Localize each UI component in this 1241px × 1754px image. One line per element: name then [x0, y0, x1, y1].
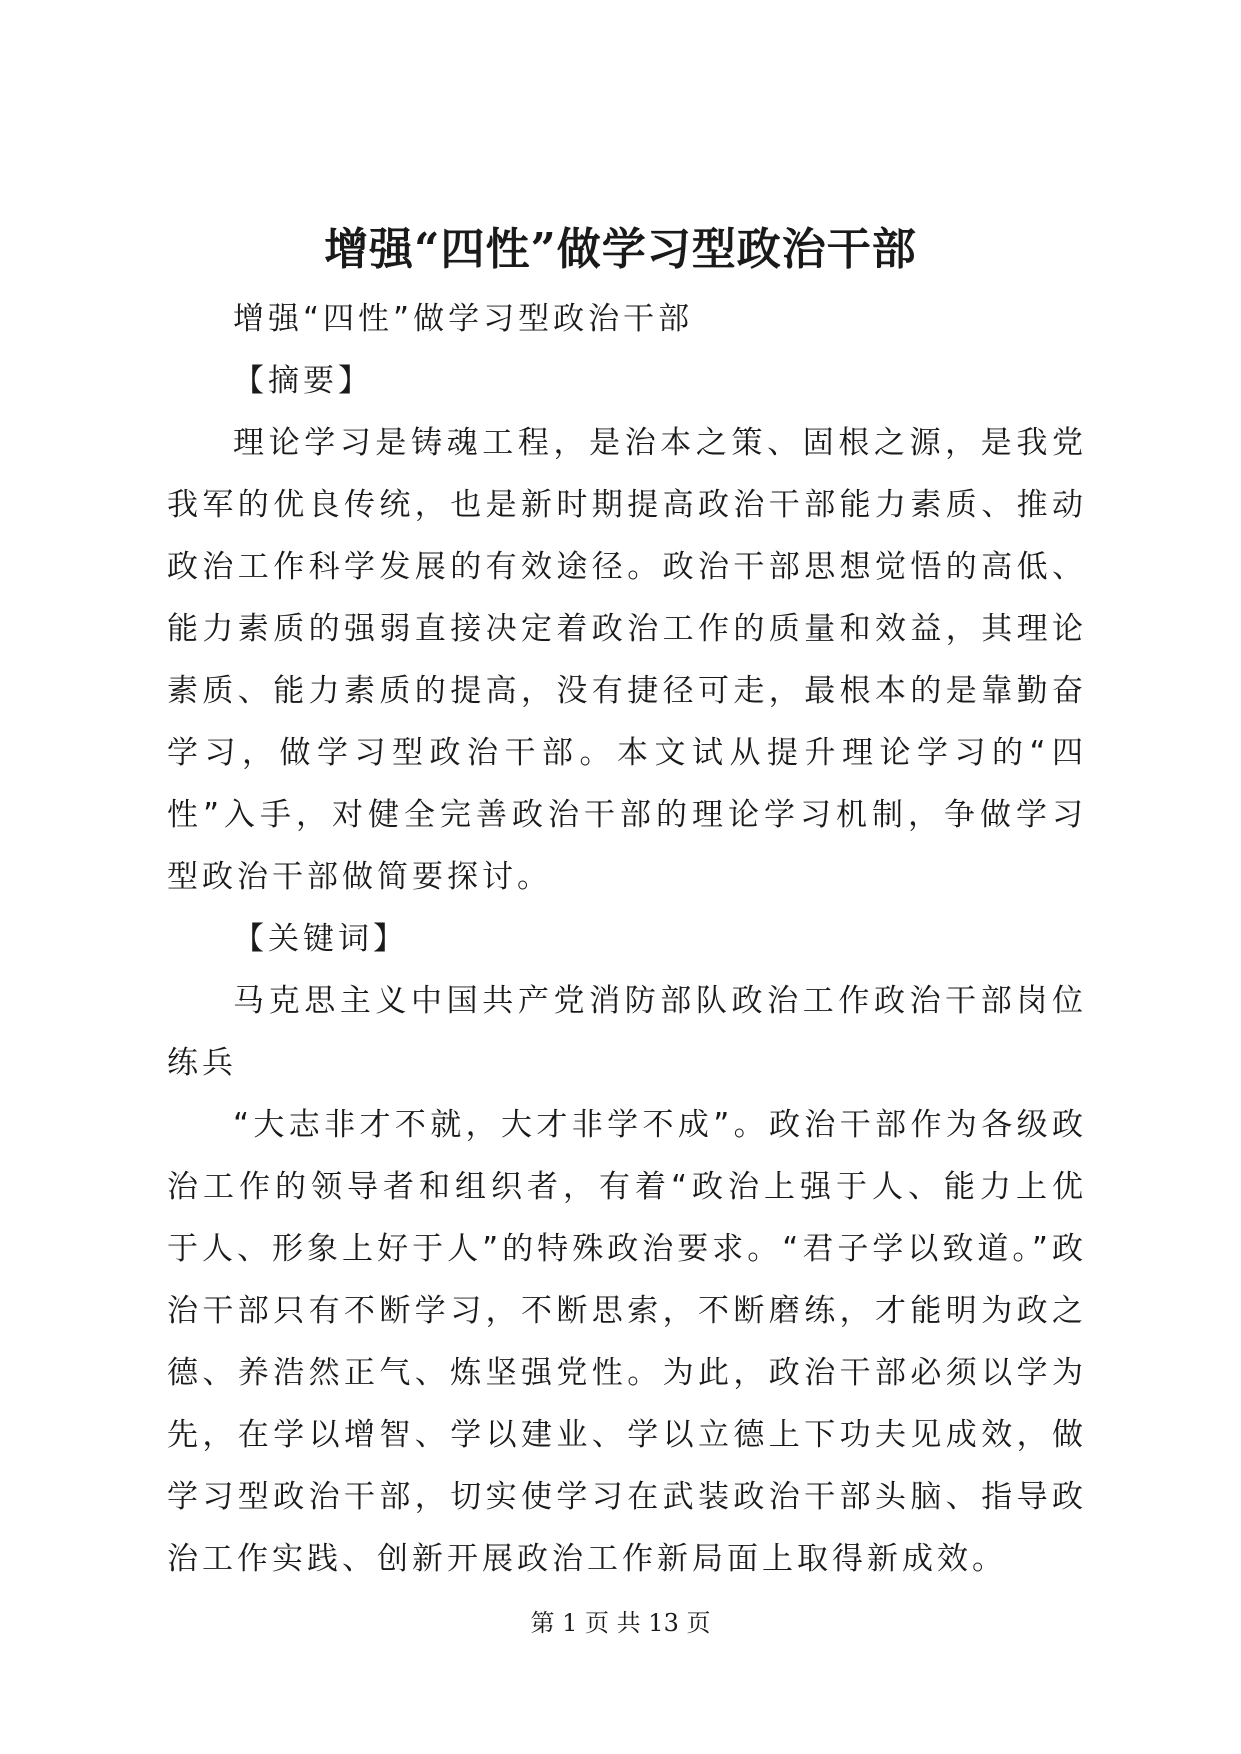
abstract-heading: 【摘要】: [233, 363, 373, 399]
abstract-paragraph: 理论学习是铸魂工程，是治本之策、固根之源，是我党我军的优良传统，也是新时期提高政治干部能力素质、推动政治工作科学发展的有效途径。政治干部思想觉悟的高低、能力素质的强弱直接决定着政治工作的质量和效益，其理论素质、能力素质的提高，没有捷径可走，最根本的是靠勤奋学习，做学习型政治干部。本文试从提升理论学习的“四性”入手，对健全完善政治干部的理论学习机制，争做学习型政治干部做简要探讨。: [167, 425, 1087, 895]
document-body: [167, 288, 1087, 1590]
subtitle-line: 增强“四性”做学习型政治干部: [233, 301, 694, 337]
document-title: 增强“四性”做学习型政治干部: [324, 224, 917, 275]
intro-paragraph: “大志非才不就，大才非学不成”。政治干部作为各级政治工作的领导者和组织者，有着“政治上强于人、能力上优于人、形象上好于人”的特殊政治要求。“君子学以致道。”政治干部只有不断学习，不断思索，不断磨练，才能明为政之德、养浩然正气、炼坚强党性。为此，政治干部必须以学为先，在学以增智、学以建业、学以立德上下功夫见成效，做学习型政治干部，切实使学习在武装政治干部头脑、指导政治工作实践、创新开展政治工作新局面上取得新成效。: [167, 1107, 1087, 1577]
keywords-paragraph: 马克思主义中国共产党消防部队政治工作政治干部岗位练兵: [167, 983, 1087, 1081]
page-footer: 第 1 页 共 13 页: [530, 1609, 711, 1637]
keywords-heading: 【关键词】: [233, 921, 408, 957]
